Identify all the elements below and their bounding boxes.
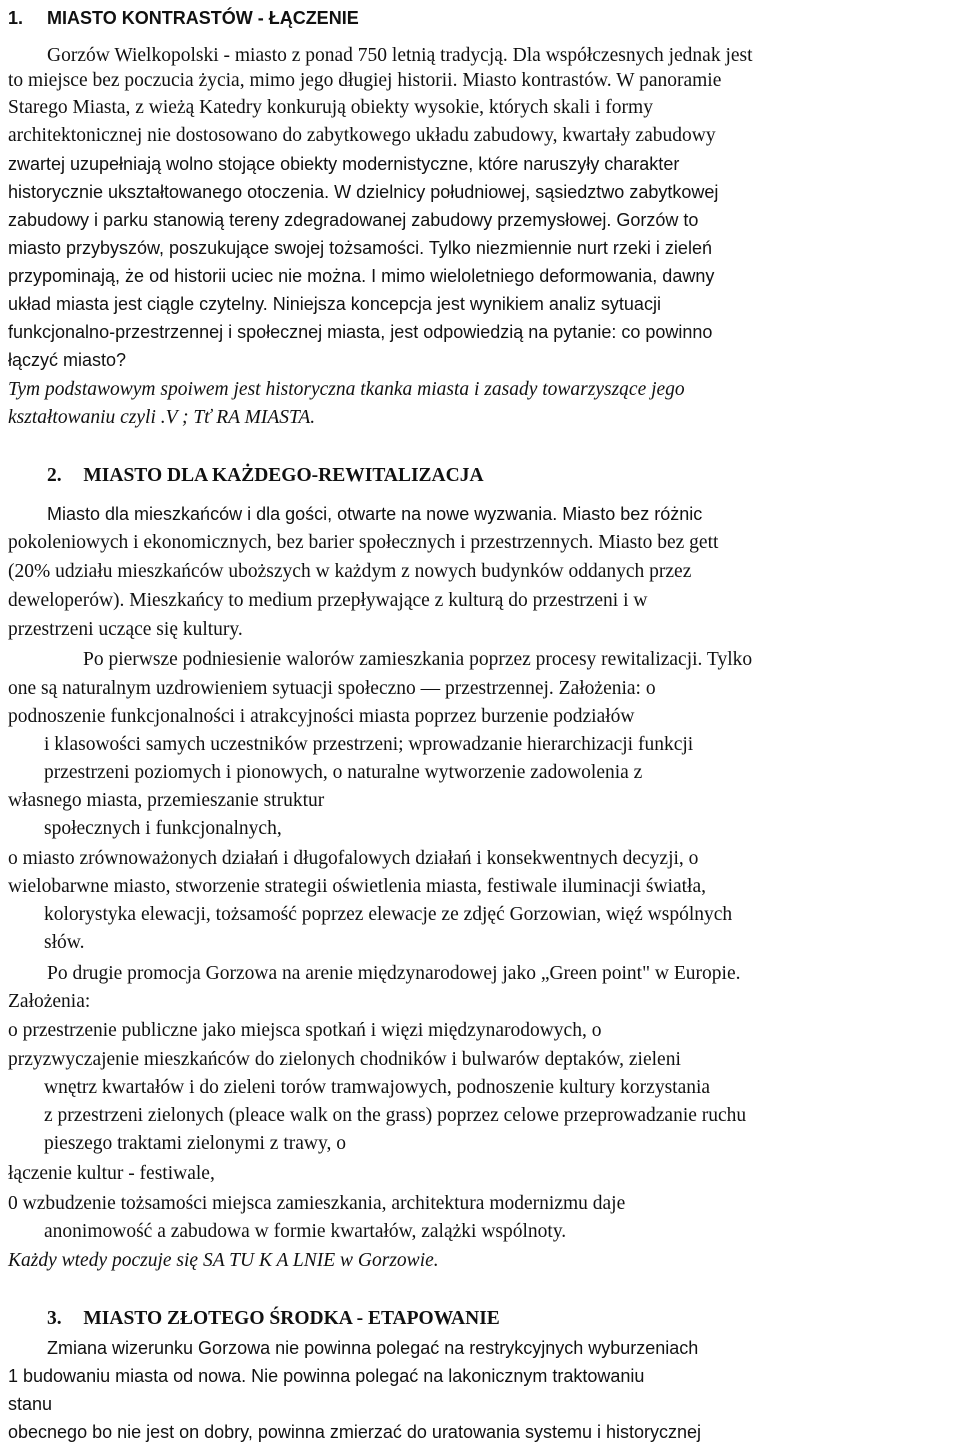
section-3-number: 3.	[47, 1308, 62, 1329]
section-3-line: obecnego bo nie jest on dobry, powinna zmierzać do uratowania systemu i historycznej	[8, 1422, 702, 1442]
section-2-line: słów.	[44, 932, 85, 953]
section-3-heading	[47, 1305, 500, 1333]
section-2-line: Po pierwsze podniesienie walorów zamieszkania poprzez procesy rewitalizacji. Tylko	[83, 649, 753, 670]
section-2-line: i klasowości samych uczestników przestrzeni; wprowadzanie hierarchizacji funkcji	[44, 734, 694, 755]
section-2-line: deweloperów). Mieszkańcy to medium przepływające z kulturą do przestrzeni i w	[8, 590, 648, 611]
section-2-line: Po drugie promocja Gorzowa na arenie międzynarodowej jako „Green point" w Europie.	[47, 963, 741, 984]
section-2-line: podnoszenie funkcjonalności i atrakcyjności miasta poprzez burzenie podziałów	[8, 706, 635, 727]
section-2-line: wielobarwne miasto, stworzenie strategii oświetlenia miasta, festiwale iluminacji światła,	[8, 876, 707, 897]
section-2-line: przestrzeni poziomych i pionowych, o naturalne wytworzenie zadowolenia z	[44, 762, 643, 783]
section-1-line: zabudowy i parku stanowią tereny zdegradowanej zabudowy przemysłowej. Gorzów to	[8, 210, 699, 230]
section-2-line: łączenie kultur - festiwale,	[8, 1163, 215, 1184]
section-1-italic-line: kształtowaniu czyli .V ; Tť RA MIASTA.	[8, 407, 316, 428]
section-1-line: łączyć miasto?	[8, 350, 127, 370]
section-2-line: z przestrzeni zielonych (pleace walk on the grass) poprzez celowe przeprowadzanie ruchu	[44, 1105, 747, 1126]
section-2-line: o przestrzenie publiczne jako miejsca spotkań i więzi międzynarodowych, o	[8, 1020, 602, 1041]
section-2-line: społecznych i funkcjonalnych,	[44, 818, 282, 839]
section-1-line: zwartej uzupełniają wolno stojące obiekty modernistyczne, które naruszyły charakter	[8, 154, 680, 174]
section-2-line: 0 wzbudzenie tożsamości miejsca zamieszkania, architektura modernizmu daje	[8, 1193, 626, 1214]
section-1-title: MIASTO KONTRASTÓW - ŁĄCZENIE	[47, 8, 359, 28]
section-1-italic-line: Tym podstawowym spoiwem jest historyczna tkanka miasta i zasady towarzyszące jego	[8, 379, 685, 400]
section-2-line: Miasto dla mieszkańców i dla gości, otwarte na nowe wyzwania. Miasto bez różnic	[47, 504, 703, 524]
section-2-line: one są naturalnym uzdrowieniem sytuacji społeczno — przestrzennej. Założenia: o	[8, 678, 656, 699]
section-2-line: własnego miasta, przemieszanie struktur	[8, 790, 325, 811]
section-1-line: architektonicznej nie dostosowano do zabytkowego układu zabudowy, kwartały zabudowy	[8, 125, 716, 146]
section-2-line: o miasto zrównoważonych działań i długofalowych działań i konsekwentnych decyzji, o	[8, 848, 699, 869]
section-3-line: 1 budowaniu miasta od nowa. Nie powinna polegać na lakonicznym traktowaniu	[8, 1366, 645, 1386]
section-2-line: przyzwyczajenie mieszkańców do zielonych chodników i bulwarów deptaków, zieleni	[8, 1049, 681, 1070]
section-2-line: przestrzeni uczące się kultury.	[8, 619, 243, 640]
section-3-title: MIASTO ZŁOTEGO ŚRODKA - ETAPOWANIE	[83, 1308, 500, 1329]
section-1-line: Starego Miasta, z wieżą Katedry konkurują obiekty wysokie, których skali i formy	[8, 97, 653, 118]
section-2-line: pokoleniowych i ekonomicznych, bez barier społecznych i przestrzennych. Miasto bez gett	[8, 532, 719, 553]
section-1-line: przypominają, że od historii uciec nie można. I mimo wieloletniego deformowania, dawny	[8, 266, 715, 286]
section-1-number: 1.	[8, 8, 24, 28]
section-1-heading	[8, 4, 359, 32]
section-3-line: stanu	[8, 1394, 53, 1414]
section-2-line: pieszego traktami zielonymi z trawy, o	[44, 1133, 346, 1154]
section-2-line: wnętrz kwartałów i do zieleni torów tramwajowych, podnoszenie kultury korzystania	[44, 1077, 711, 1098]
section-1-line: funkcjonalno-przestrzennej i społecznej miasta, jest odpowiedzią na pytanie: co powinno	[8, 322, 713, 342]
section-2-italic-line: Każdy wtedy poczuje się SA TU K A LNIE w Gorzowie.	[8, 1250, 439, 1271]
section-1-line: Gorzów Wielkopolski - miasto z ponad 750 letnią tradycją. Dla współczesnych jednak jest	[47, 45, 753, 66]
section-2-heading	[47, 462, 484, 490]
section-1-line: to miejsce bez poczucia życia, mimo jego długiej historii. Miasto kontrastów. W panoramie	[8, 70, 722, 91]
section-1-line: historycznie ukształtowanego otoczenia. W dzielnicy południowej, sąsiedztwo zabytkowej	[8, 182, 719, 202]
section-2-line: Założenia:	[8, 991, 91, 1012]
section-2-line: kolorystyka elewacji, tożsamość poprzez elewacje ze zdjęć Gorzowian, więź wspólnych	[44, 904, 733, 925]
section-1-line: układ miasta jest ciągle czytelny. Niniejsza koncepcja jest wynikiem analiz sytuacji	[8, 294, 661, 314]
section-1-line: miasto przybyszów, poszukujące swojej tożsamości. Tylko niezmiennie nurt rzeki i zieleń	[8, 238, 712, 258]
section-2-title: MIASTO DLA KAŻDEGO-REWITALIZACJA	[83, 465, 484, 486]
section-3-line: Zmiana wizerunku Gorzowa nie powinna polegać na restrykcyjnych wyburzeniach	[47, 1338, 699, 1358]
section-2-line: anonimowość a zabudowa w formie kwartałów, zalążki wspólnoty.	[44, 1221, 567, 1242]
section-2-line: (20% udziału mieszkańców uboższych w każdym z nowych budynków oddanych przez	[8, 561, 692, 582]
section-2-number: 2.	[47, 465, 62, 486]
